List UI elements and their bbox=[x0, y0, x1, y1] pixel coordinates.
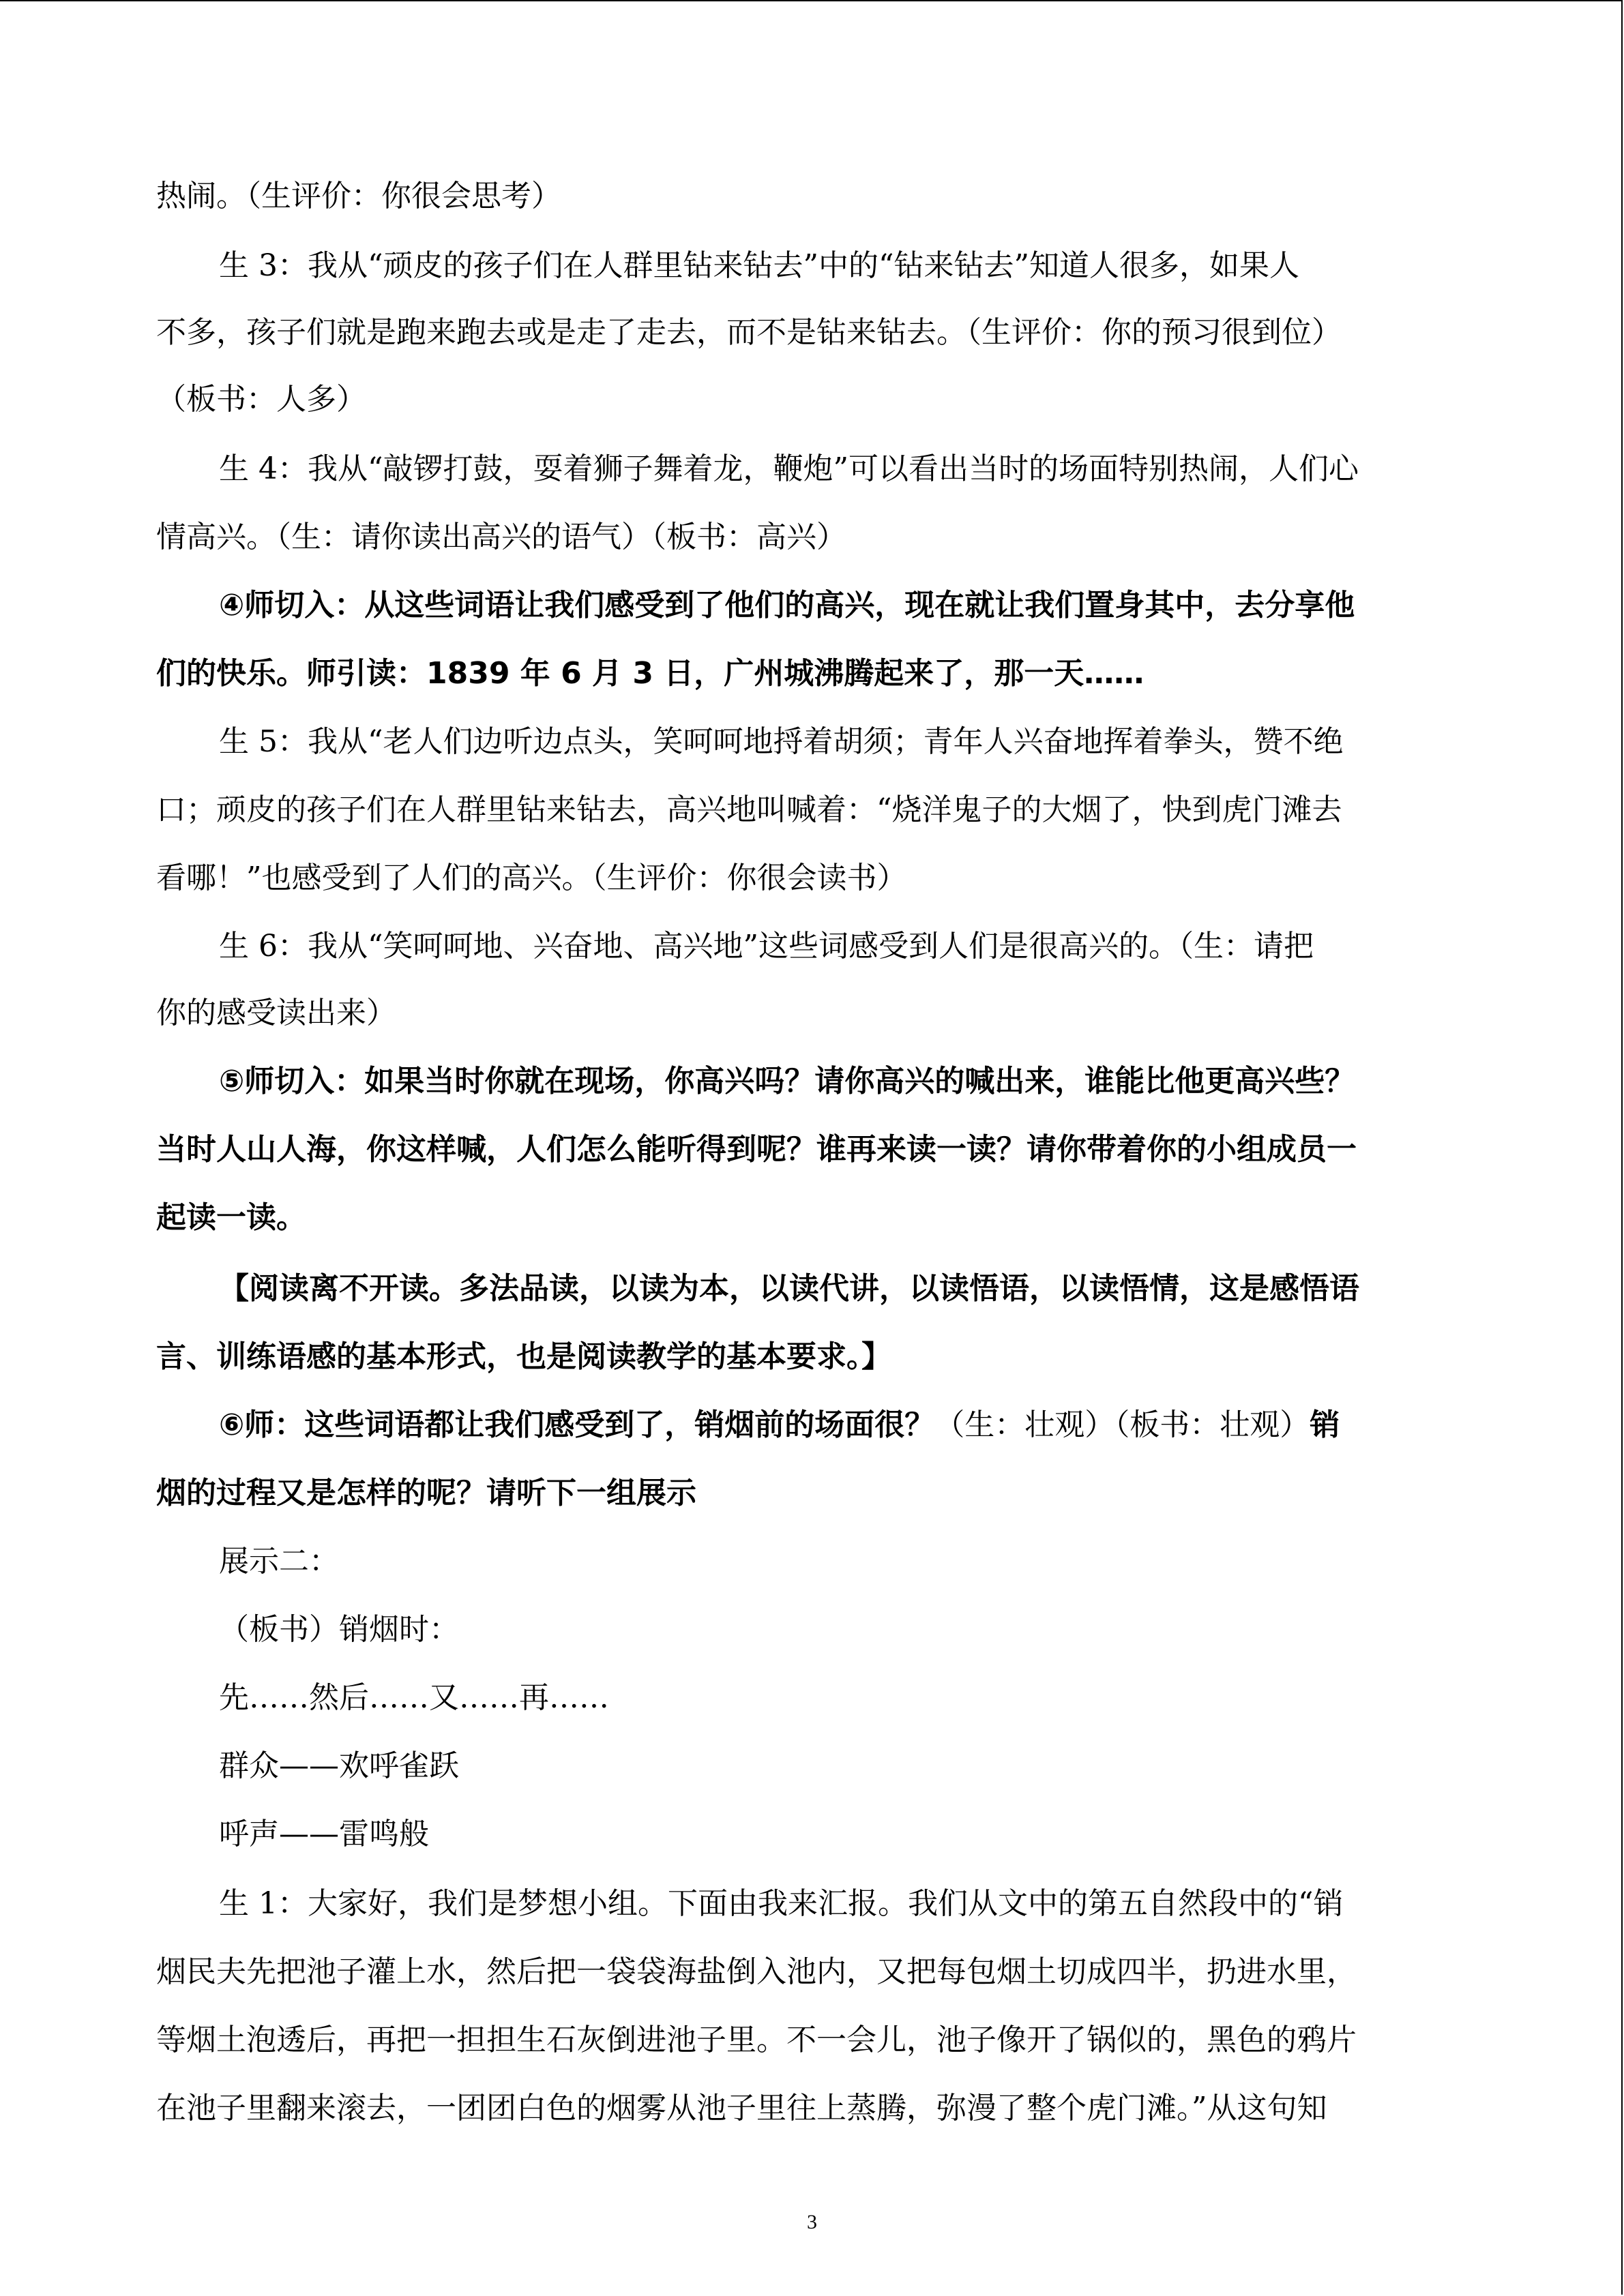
text-line-8: 们的快乐。师引读：1839 年 6 月 3 日，广州城沸腾起来了，那一天…… bbox=[156, 656, 1145, 691]
text-line-16: 起读一读。 bbox=[156, 1200, 306, 1235]
text-line-25: 呼声——雷鸣般 bbox=[219, 1817, 429, 1851]
text-line-11: 看哪！”也感受到了人们的高兴。（生评价：你很会读书） bbox=[156, 861, 907, 895]
page-number: 3 bbox=[807, 2211, 817, 2233]
text-line-7: ④师切入：从这些词语让我们感受到了他们的高兴，现在就让我们置身其中，去分享他 bbox=[219, 588, 1355, 623]
text-line-4: （板书：人多） bbox=[156, 382, 366, 417]
text-line-19 bbox=[219, 1405, 1340, 1446]
text-line-15: 当时人山人海，你这样喊，人们怎么能听得到呢？谁再来读一读？请你带着你的小组成员一 bbox=[156, 1132, 1357, 1167]
text-line-6: 情高兴。（生：请你读出高兴的语气）（板书：高兴） bbox=[156, 520, 846, 554]
text-line-18: 言、训练语感的基本形式，也是阅读教学的基本要求。】 bbox=[156, 1339, 891, 1374]
text-line-22: （板书）销烟时： bbox=[219, 1612, 459, 1647]
text-line-2: 生 3：我从“顽皮的孩子们在人群里钻来钻去”中的“钻来钻去”知道人很多，如果人 bbox=[219, 248, 1299, 283]
text-line-5: 生 4：我从“敲锣打鼓，耍着狮子舞着龙，鞭炮”可以看出当时的场面特别热闹，人们心 bbox=[219, 451, 1359, 486]
text-line-21: 展示二： bbox=[219, 1544, 339, 1579]
text-line-27: 烟民夫先把池子灌上水，然后把一袋袋海盐倒入池内，又把每包烟土切成四半，扔进水里， bbox=[156, 1954, 1357, 1989]
text-line-23: 先……然后……又……再…… bbox=[219, 1680, 609, 1715]
text-line-19-part-1: ⑥师：这些词语都让我们感受到了，销烟前的场面很？ bbox=[219, 1407, 935, 1442]
text-line-14: ⑤师切入：如果当时你就在现场，你高兴吗？请你高兴的喊出来，谁能比他更高兴些？ bbox=[219, 1064, 1355, 1099]
text-line-19-part-3: 销 bbox=[1310, 1407, 1340, 1442]
text-line-26: 生 1：大家好，我们是梦想小组。下面由我来汇报。我们从文中的第五自然段中的“销 bbox=[219, 1886, 1344, 1921]
text-line-12: 生 6：我从“笑呵呵地、兴奋地、高兴地”这些词感受到人们是很高兴的。（生：请把 bbox=[219, 929, 1314, 964]
text-line-19-part-2: （生：壮观）（板书：壮观） bbox=[934, 1407, 1310, 1442]
text-line-9: 生 5：我从“老人们边听边点头，笑呵呵地捋着胡须；青年人兴奋地挥着拳头，赞不绝 bbox=[219, 724, 1344, 759]
text-line-20: 烟的过程又是怎样的呢？请听下一组展示 bbox=[156, 1476, 696, 1510]
text-line-17: 【阅读离不开读。多法品读，以读为本，以读代讲，以读悟语，以读悟情，这是感悟语 bbox=[219, 1271, 1359, 1306]
text-line-10: 口；顽皮的孩子们在人群里钻来钻去，高兴地叫喊着：“烧洋鬼子的大烟了，快到虎门滩去 bbox=[156, 792, 1342, 827]
text-line-24: 群众——欢呼雀跃 bbox=[219, 1748, 459, 1783]
text-line-28: 等烟土泡透后，再把一担担生石灰倒进池子里。不一会儿，池子像开了锅似的，黑色的鸦片 bbox=[156, 2023, 1357, 2057]
text-line-1: 热闹。（生评价：你很会思考） bbox=[156, 179, 561, 213]
text-line-3: 不多，孩子们就是跑来跑去或是走了走去，而不是钻来钻去。（生评价：你的预习很到位） bbox=[156, 315, 1342, 350]
text-line-29: 在池子里翻来滚去，一团团白色的烟雾从池子里往上蒸腾，弥漫了整个虎门滩。”从这句知 bbox=[156, 2091, 1327, 2126]
text-line-13: 你的感受读出来） bbox=[156, 996, 396, 1030]
